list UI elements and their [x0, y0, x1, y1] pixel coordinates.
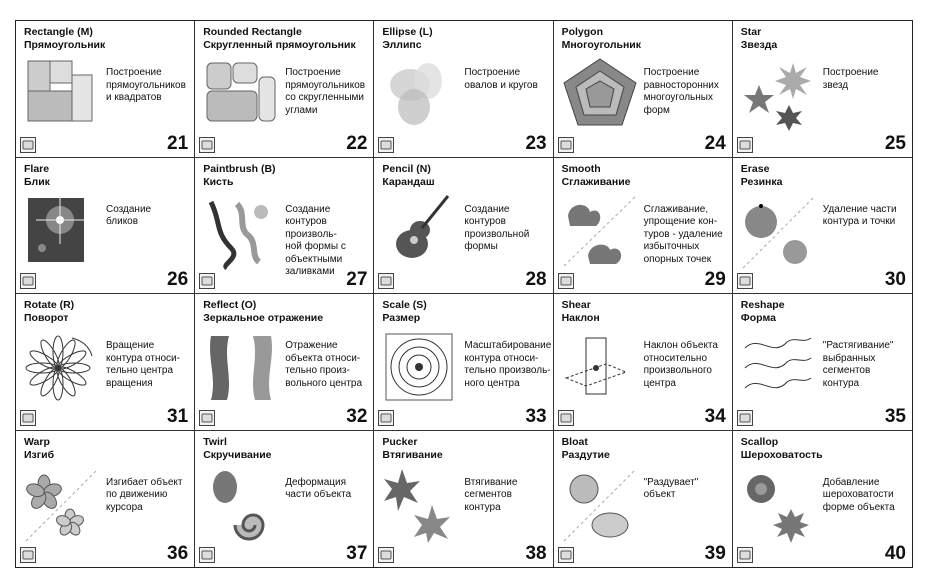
- tool-name-ru: Звезда: [740, 39, 778, 51]
- tool-title: [382, 299, 426, 325]
- tool-card: [16, 294, 195, 431]
- tool-card: [733, 294, 912, 431]
- tool-name-ru: Размер: [382, 312, 421, 324]
- tool-description: Создание контуров произволь- ной формы с объектными заливками: [285, 203, 346, 277]
- tool-description: Наклон объекта относительно произвольного центра: [643, 340, 718, 389]
- scale-tool-icon: [378, 410, 394, 426]
- tool-title: [24, 26, 105, 52]
- tool-name-en: Scallop: [740, 435, 779, 448]
- tool-card: [554, 431, 733, 568]
- tool-description: Масштабирование контура относи- тельно произволь- ного центра: [464, 340, 552, 389]
- tool-illustration: [739, 328, 819, 406]
- tool-description: Создание контуров произвольной формы: [464, 203, 530, 252]
- tool-name-en: Polygon: [561, 26, 604, 38]
- tool-illustration: [201, 328, 281, 406]
- tool-name-en: Scale (S): [382, 299, 427, 311]
- tool-card: [554, 21, 733, 158]
- tool-title: [741, 299, 785, 325]
- pencil-tool-icon: [378, 273, 394, 289]
- smooth-tool-icon: [558, 273, 574, 289]
- tool-illustration: [560, 465, 640, 543]
- tool-description: Построение звезд: [822, 67, 879, 91]
- tool-name-en: Pencil (N): [382, 162, 431, 175]
- tool-title: [562, 299, 600, 325]
- tool-number: 24: [704, 132, 726, 154]
- tool-number: 37: [346, 543, 368, 564]
- tool-card: [195, 294, 374, 431]
- rounded-rectangle-tool-icon: [199, 137, 215, 153]
- tool-name-ru: Прямоугольник: [24, 39, 106, 51]
- tool-card: [195, 158, 374, 295]
- tool-number: 40: [884, 543, 906, 564]
- tool-name-en: Shear: [561, 299, 591, 311]
- tool-description: Изгибает объект по движению курсора: [106, 476, 183, 513]
- tool-illustration: [560, 328, 640, 406]
- reflect-tool-icon: [199, 410, 215, 426]
- tool-name-ru: Многоугольник: [561, 39, 642, 51]
- tool-name-en: Ellipse (L): [382, 26, 433, 38]
- tool-illustration: [380, 328, 460, 406]
- tool-description: Сглаживание, упрощение кон- туров - удаление избыточных опорных точек: [643, 203, 723, 265]
- tool-name-en: Paintbrush (B): [203, 162, 276, 175]
- tool-name-en: Bloat: [561, 435, 588, 448]
- tool-name-en: Flare: [24, 162, 50, 175]
- star-tool-icon: [737, 137, 753, 153]
- tool-title: [741, 436, 823, 462]
- scallop-tool-icon: [737, 547, 753, 563]
- tool-name-ru: Скручивание: [203, 448, 272, 461]
- tool-card: [733, 21, 912, 158]
- tool-title: [382, 26, 432, 52]
- tool-description: Построение прямоугольников и квадратов: [106, 67, 186, 103]
- tool-number: 25: [884, 132, 906, 154]
- tool-name-en: Reflect (O): [203, 299, 257, 311]
- flare-tool-icon: [20, 273, 36, 289]
- tool-description: "Растягивание" выбранных сегментов контура: [822, 340, 894, 389]
- polygon-tool-icon: [558, 137, 574, 153]
- bloat-tool-icon: [558, 547, 574, 563]
- tool-title: [382, 436, 442, 462]
- tool-title: [24, 436, 54, 462]
- twirl-tool-icon: [199, 547, 215, 563]
- tool-name-ru: Эллипс: [382, 39, 422, 51]
- tool-number: 32: [346, 405, 368, 427]
- tool-card: [16, 431, 195, 568]
- tool-title: [562, 436, 610, 462]
- tool-number: 39: [704, 543, 726, 564]
- tool-title: [203, 436, 271, 462]
- tool-card: [16, 158, 195, 295]
- tool-name-ru: Раздутие: [561, 448, 610, 461]
- tool-name-en: Twirl: [203, 435, 227, 448]
- pucker-tool-icon: [378, 547, 394, 563]
- tool-number: 33: [525, 405, 547, 427]
- tool-name-ru: Резинка: [740, 175, 783, 188]
- tool-card: [374, 21, 553, 158]
- tool-card: [374, 158, 553, 295]
- tool-illustration: [22, 192, 102, 270]
- tool-description: Построение равносторонних многоугольных форм: [643, 67, 719, 116]
- tool-illustration: [201, 465, 281, 543]
- tool-name-ru: Карандаш: [382, 175, 435, 188]
- tool-number: 21: [167, 132, 189, 154]
- tool-illustration: [22, 465, 102, 543]
- tool-illustration: [739, 465, 819, 543]
- tool-name-ru: Кисть: [203, 175, 234, 188]
- tool-name-ru: Изгиб: [24, 448, 55, 461]
- tool-illustration: [22, 55, 102, 133]
- tool-number: 36: [167, 543, 189, 564]
- tool-description: Построение прямоугольников со скругленными углами: [285, 67, 366, 116]
- tool-description: Удаление части контура и точки: [822, 203, 897, 227]
- tool-illustration: [560, 192, 640, 270]
- tool-title: [382, 163, 434, 189]
- tool-title: [203, 163, 275, 189]
- tool-name-ru: Шероховатость: [740, 448, 823, 461]
- tool-illustration: [380, 55, 460, 133]
- tool-description: Вращение контура относи- тельно центра вращения: [106, 340, 180, 389]
- tool-description: Создание бликов: [106, 203, 152, 227]
- rectangle-tool-icon: [20, 137, 36, 153]
- tool-title: [741, 163, 783, 189]
- tool-name-en: Pucker: [382, 435, 418, 448]
- tool-illustration: [560, 55, 640, 133]
- tool-card: [195, 21, 374, 158]
- tool-name-en: Smooth: [561, 162, 601, 175]
- tool-description: "Раздувает" объект: [643, 476, 699, 500]
- tool-description: Добавление шероховатости форме объекта: [822, 476, 895, 513]
- tool-number: 28: [525, 269, 547, 290]
- reshape-tool-icon: [737, 410, 753, 426]
- tool-illustration: [22, 328, 102, 406]
- tool-name-ru: Сглаживание: [561, 175, 631, 188]
- tool-card: [374, 294, 553, 431]
- tool-description: Построение овалов и кругов: [464, 67, 538, 91]
- tool-title: [741, 26, 777, 52]
- tool-card: [374, 431, 553, 568]
- tool-number: 35: [884, 405, 906, 427]
- tool-card: [195, 431, 374, 568]
- tool-description: Отражение объекта относи- тельно произ- вольного центра: [285, 340, 363, 389]
- tool-number: 22: [346, 132, 368, 154]
- tool-name-ru: Скругленный прямоугольник: [203, 39, 356, 51]
- tool-description: Втягивание сегментов контура: [464, 476, 518, 513]
- tool-name-en: Star: [740, 26, 762, 38]
- tools-reference-grid: [15, 20, 913, 568]
- tool-card: [16, 21, 195, 158]
- tool-number: 30: [884, 269, 906, 290]
- tool-title: [203, 26, 356, 52]
- tool-name-ru: Форма: [740, 312, 776, 324]
- shear-tool-icon: [558, 410, 574, 426]
- rotate-tool-icon: [20, 410, 36, 426]
- tool-number: 26: [167, 269, 189, 290]
- tool-title: [562, 26, 641, 52]
- tool-name-en: Warp: [24, 435, 50, 448]
- tool-name-en: Rounded Rectangle: [203, 26, 302, 38]
- tool-name-ru: Зеркальное отражение: [203, 312, 324, 324]
- tool-number: 31: [167, 405, 189, 427]
- tool-name-en: Rectangle (M): [24, 26, 93, 38]
- ellipse-tool-icon: [378, 137, 394, 153]
- tool-title: [562, 163, 631, 189]
- tool-description: Деформация части объекта: [285, 476, 352, 500]
- tool-illustration: [201, 192, 281, 270]
- tool-name-ru: Втягивание: [382, 448, 443, 461]
- tool-illustration: [380, 192, 460, 270]
- tool-name-ru: Наклон: [561, 312, 600, 324]
- tool-name-en: Reshape: [740, 299, 785, 311]
- erase-tool-icon: [737, 273, 753, 289]
- tool-illustration: [739, 55, 819, 133]
- warp-tool-icon: [20, 547, 36, 563]
- tool-title: [203, 299, 323, 325]
- tool-card: [733, 158, 912, 295]
- tool-card: [554, 158, 733, 295]
- tool-name-ru: Блик: [24, 175, 50, 188]
- tool-number: 27: [346, 269, 368, 290]
- tool-card: [554, 294, 733, 431]
- tool-card: [733, 431, 912, 568]
- tool-name-ru: Поворот: [24, 312, 69, 324]
- tool-number: 38: [525, 543, 547, 564]
- tool-number: 34: [704, 405, 726, 427]
- tool-number: 23: [525, 132, 547, 154]
- tool-illustration: [380, 465, 460, 543]
- tool-illustration: [201, 55, 281, 133]
- tool-number: 29: [704, 269, 726, 290]
- tool-title: [24, 163, 50, 189]
- tool-title: [24, 299, 74, 325]
- tool-illustration: [739, 192, 819, 270]
- paintbrush-tool-icon: [199, 273, 215, 289]
- tool-name-en: Rotate (R): [24, 299, 75, 311]
- tool-name-en: Erase: [740, 162, 770, 175]
